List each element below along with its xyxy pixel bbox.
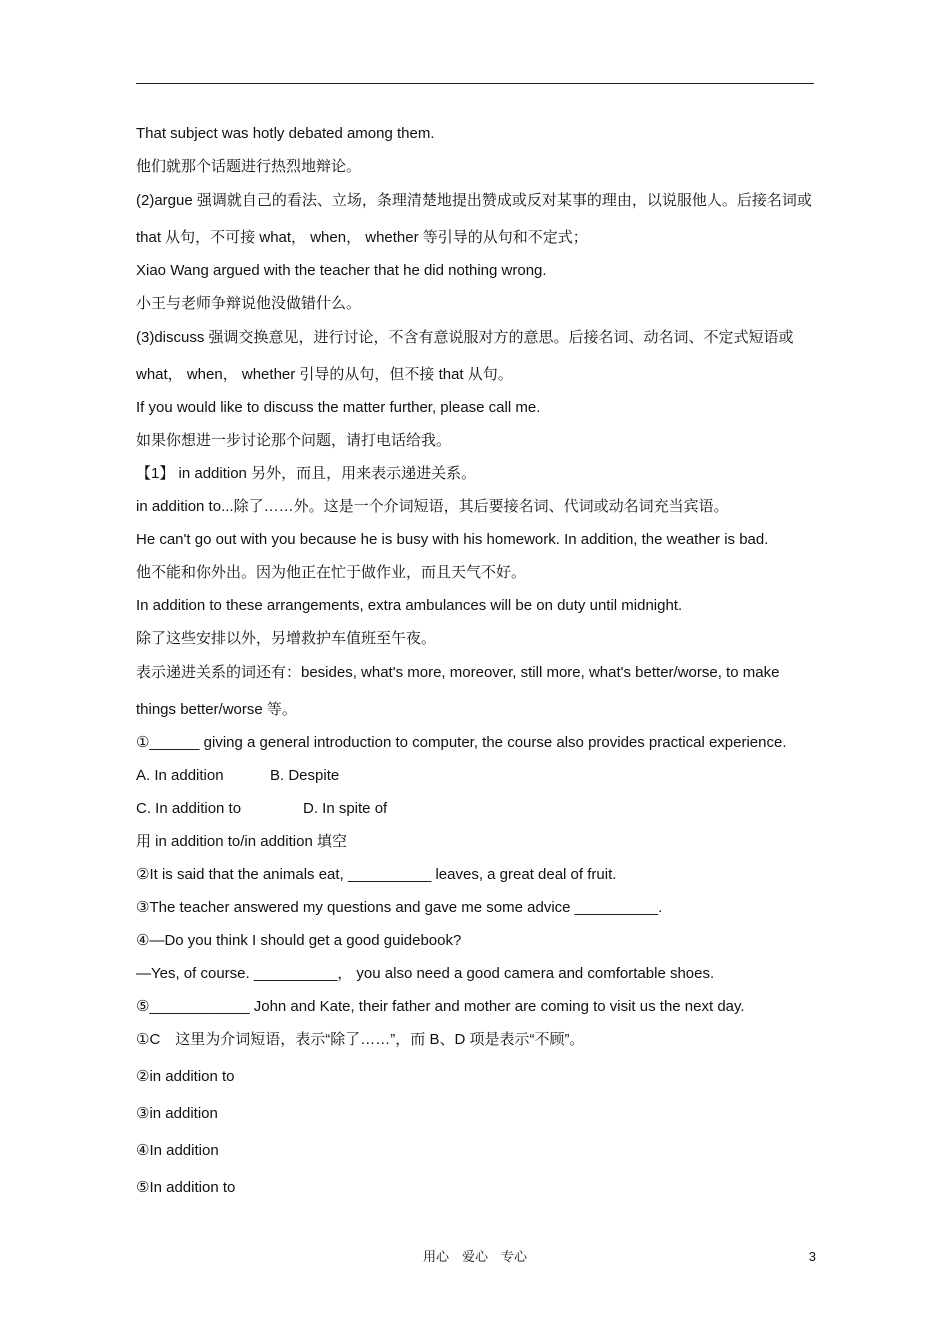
discuss-example-zh: 如果你想进一步讨论那个问题，请打电话给我。 — [136, 432, 452, 449]
options-row-2 — [136, 799, 816, 819]
example-sentence-zh: 他们就那个话题进行热烈地辩论。 — [136, 158, 362, 175]
in-addition-to-example-en: In addition to these arrangements, extra ambulances will be on duty until midnight. — [136, 597, 683, 614]
in-addition-example-zh: 他不能和你外出。因为他正在忙于做作业，而且天气不好。 — [136, 564, 527, 581]
answer-5: ⑤In addition to — [136, 1179, 236, 1196]
footer-motto: 用心 爱心 专心 — [422, 1249, 527, 1264]
argue-example-en: Xiao Wang argued with the teacher that he did nothing wrong. — [136, 262, 547, 279]
in-addition-to-example-zh: 除了这些安排以外，另增救护车值班至午夜。 — [136, 630, 437, 647]
example-sentence-en: That subject was hotly debated among them. — [136, 125, 435, 142]
option-b: B. Despite — [270, 767, 340, 784]
question-3: ③The teacher answered my questions and gave me some advice __________. — [136, 899, 663, 916]
page-number: 3 — [808, 1249, 816, 1264]
answer-3: ③in addition — [136, 1105, 218, 1122]
header-rule — [136, 83, 814, 84]
option-a: A. In addition — [136, 767, 224, 784]
question-5: ⑤____________ John and Kate, their father and mother are coming to visit us the next day. — [136, 998, 745, 1015]
discuss-example-en: If you would like to discuss the matter further, please call me. — [136, 399, 541, 416]
question-4-prompt: ④—Do you think I should get a good guidebook? — [136, 932, 462, 949]
argue-example-zh: 小王与老师争辩说他没做错什么。 — [136, 295, 362, 312]
option-d: D. In spite of — [303, 800, 388, 817]
answer-1: ①C 这里为介词短语，表示“除了……”，而 B、D 项是表示“不顾”。 — [136, 1031, 585, 1048]
question-2: ②It is said that the animals eat, __________ leaves, a great deal of fruit. — [136, 866, 617, 883]
in-addition-to-explanation: in addition to...除了……外。这是一个介词短语，其后要接名词、代词或动名词充当宾语。 — [136, 498, 729, 515]
option-c: C. In addition to — [136, 800, 242, 817]
in-addition-example-en: He can't go out with you because he is busy with his homework. In addition, the weather is bad. — [136, 531, 769, 548]
options-row-1 — [136, 766, 816, 786]
page-content — [136, 124, 816, 1198]
section-heading-in-addition: 【1】 in addition 另外，而且，用来表示递进关系。 — [136, 465, 477, 482]
argue-explanation: (2)argue 强调就自己的看法、立场，条理清楚地提出赞成或反对某事的理由，以说服他人。后接名词或 that 从句，不可接 what， when， whether 等引导的从句和不定式； — [136, 192, 812, 246]
related-words-note: 表示递进关系的词还有：besides, what's more, moreover, still more, what's better/worse, to make things better/worse 等。 — [136, 664, 780, 718]
answer-2: ②in addition to — [136, 1068, 235, 1085]
question-1: ①______ giving a general introduction to computer, the course also provides practical experience. — [136, 734, 787, 751]
question-4-reply: —Yes, of course. __________， you also need a good camera and comfortable shoes. — [136, 965, 715, 982]
fill-in-instruction: 用 in addition to/in addition 填空 — [136, 833, 347, 850]
discuss-explanation: (3)discuss 强调交换意见，进行讨论，不含有意说服对方的意思。后接名词、动名词、不定式短语或 what， when， whether 引导的从句，但不接 that 从句。 — [136, 329, 794, 383]
answer-4: ④In addition — [136, 1142, 219, 1159]
